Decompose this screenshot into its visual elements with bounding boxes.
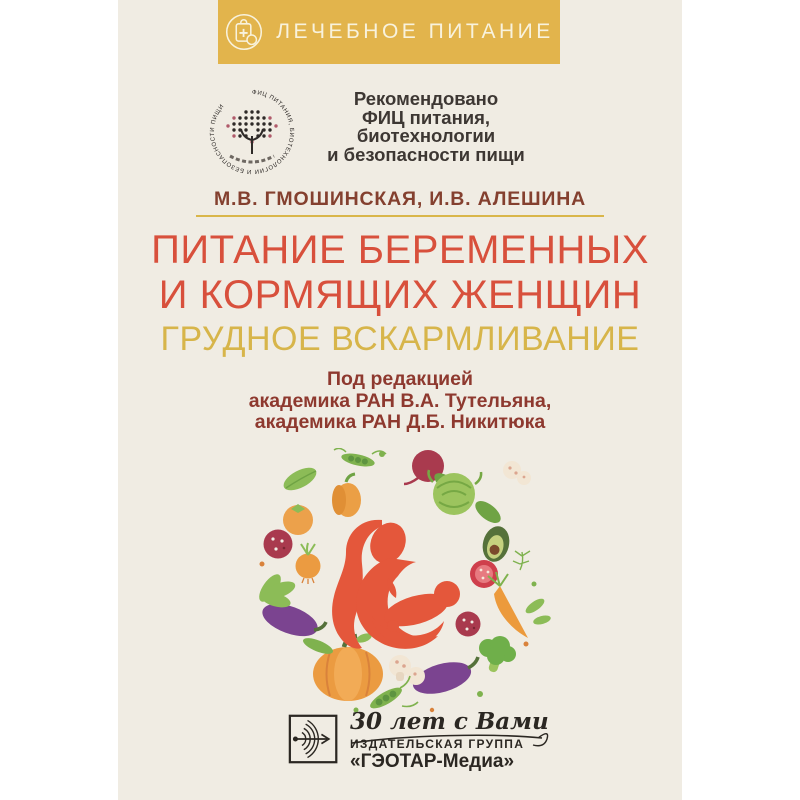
dill-icon	[513, 551, 530, 570]
clipboard-medical-icon	[224, 12, 264, 52]
arugula-icon	[523, 596, 551, 626]
book-subtitle: ГРУДНОЕ ВСКАРМЛИВАНИЕ	[160, 320, 640, 358]
eggplant-icon	[258, 597, 326, 642]
editors-block	[118, 369, 682, 434]
avocado-icon	[479, 523, 513, 564]
gold-divider-rule	[196, 215, 604, 217]
leaf-icon	[280, 463, 320, 495]
publisher-name: «ГЭОТАР-Медиа»	[350, 751, 515, 772]
carrot-icon	[488, 572, 528, 638]
kale-leaf-icon	[472, 497, 505, 527]
onion-icon	[296, 543, 321, 584]
publisher-block	[288, 710, 565, 773]
series-banner-label: ЛЕЧЕБНОЕ ПИТАНИЕ	[276, 20, 554, 43]
book-cover	[118, 0, 682, 800]
recommendation-line: Рекомендовано	[353, 88, 499, 109]
mushroom-icon	[503, 461, 531, 485]
editors-line: академика РАН В.А. Тутельяна,	[248, 389, 552, 412]
recommendation-line: ФИЦ питания, биотехнологии	[356, 106, 496, 146]
pea-pod-icon	[340, 451, 376, 469]
book-title-line2: И КОРМЯЩИХ ЖЕНЩИН	[158, 273, 642, 317]
vegetable-wreath	[255, 448, 552, 712]
anniversary-script: 30 лет с Вами	[350, 708, 549, 735]
geotar-bow-arrow-logo	[288, 710, 340, 768]
tomato-icon	[283, 504, 313, 535]
book-title-line1: ПИТАНИЕ БЕРЕМЕННЫХ	[151, 228, 649, 272]
book-title	[118, 228, 682, 318]
mushroom-icon	[389, 655, 425, 685]
artichoke-icon	[255, 571, 297, 610]
mother-breastfeeding-illustration	[150, 448, 650, 740]
salami-icon	[456, 612, 481, 637]
recommendation-line: и безопасности пищи	[327, 143, 525, 165]
tomato-slice-icon	[470, 560, 498, 588]
editors-line: Под редакцией	[326, 368, 473, 390]
svg-text:ФИЦ ПИТАНИЯ, БИОТЕХНОЛОГИИ И Б: ФИЦ ПИТАНИЯ, БИОТЕХНОЛОГИИ И БЕЗОПАСНОСТИ ПИЩИ	[209, 89, 295, 175]
mother-and-baby-silhouette	[332, 517, 460, 649]
dot-tree-icon	[232, 110, 271, 137]
authors-line: М.В. ГМОШИНСКАЯ, И.В. АЛЕШИНА	[214, 188, 586, 210]
script-flourish	[350, 731, 562, 749]
fic-nutrition-emblem	[206, 86, 298, 182]
series-banner	[218, 0, 560, 64]
editors-line: академика РАН Д.Б. Никитюка	[254, 411, 546, 433]
publisher-group-label: ИЗДАТЕЛЬСКАЯ ГРУППА	[350, 737, 525, 751]
pepper-icon	[332, 474, 361, 517]
recommendation-text	[296, 90, 556, 164]
broccoli-icon	[479, 636, 516, 673]
salami-icon	[264, 530, 293, 559]
